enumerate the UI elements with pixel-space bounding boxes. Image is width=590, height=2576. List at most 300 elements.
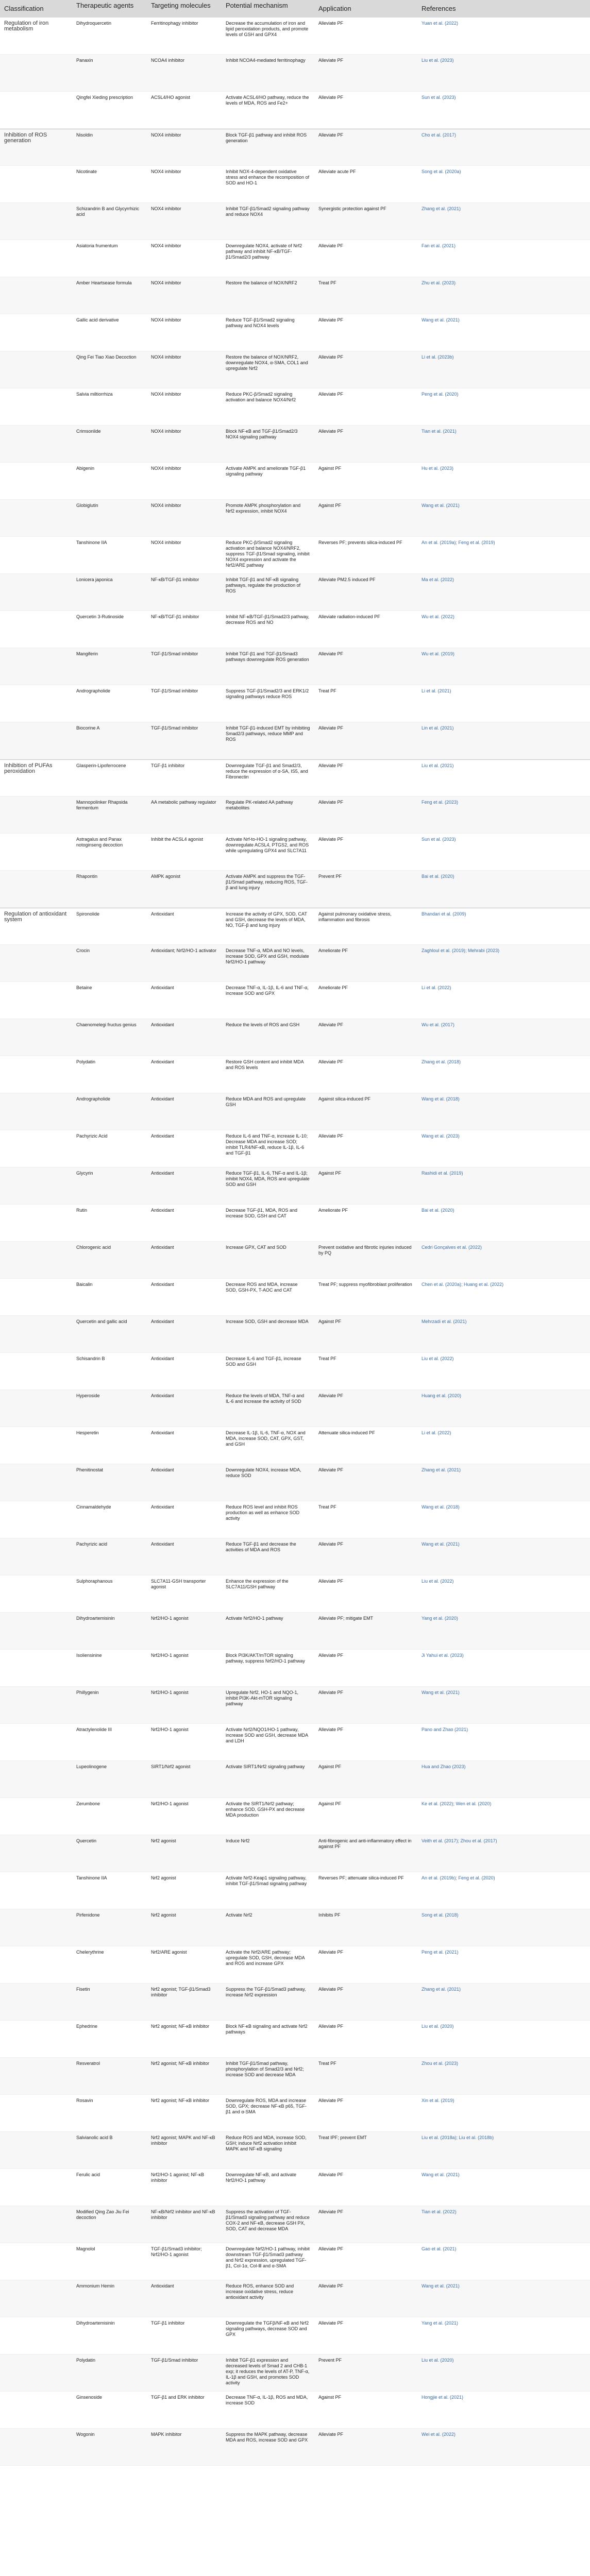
mechanism-cell: Increase GPX, CAT and SOD — [222, 1242, 314, 1279]
target-cell: Antioxidant — [147, 1427, 222, 1464]
application-cell: Alleviate PF — [314, 18, 417, 55]
reference-link[interactable]: Hu et al. (2023) — [417, 463, 590, 500]
reference-link[interactable]: An et al. (2019b); Feng et al. (2020) — [417, 1872, 590, 1909]
target-cell: Antioxidant — [147, 1279, 222, 1316]
agent-cell: Schizandrin B and Glycyrrhizic acid — [72, 203, 147, 240]
reference-link[interactable]: Bai et al. (2020) — [417, 871, 590, 908]
agent-cell: Abigenin — [72, 463, 147, 500]
agent-cell: Qingfei Xieding prescription — [72, 92, 147, 129]
agent-cell: Phillygenin — [72, 1687, 147, 1724]
application-cell: Inhibits PF — [314, 1909, 417, 1946]
target-cell: Antioxidant — [147, 1538, 222, 1575]
mechanism-cell: Suppress the activation of TGF-β1/Smad3 signaling pathway and reduce COX-2 and NF-κB, decrease GSH PX, SOD, CAT and decrease MDA — [222, 2206, 314, 2243]
classification-cell — [0, 92, 72, 129]
target-cell: NOX4 inhibitor — [147, 166, 222, 203]
application-cell: Alleviate PF — [314, 1056, 417, 1093]
classification-cell — [0, 500, 72, 537]
classification-cell — [0, 277, 72, 314]
target-cell: Antioxidant — [147, 1205, 222, 1242]
mechanism-cell: Activate SIRT1/Nrf2 signaling pathway — [222, 1761, 314, 1798]
reference-link[interactable]: Bhandari et al. (2009) — [417, 908, 590, 945]
target-cell: Antioxidant — [147, 1353, 222, 1390]
application-cell: Treat PF — [314, 685, 417, 722]
application-cell: Alleviate PF — [314, 1019, 417, 1056]
header-application: Application — [314, 0, 417, 18]
agent-cell: Nisoldin — [72, 129, 147, 166]
classification-cell — [0, 1427, 72, 1464]
reference-link[interactable]: Sun et al. (2023) — [417, 834, 590, 871]
reference-link[interactable]: Peng et al. (2021) — [417, 1946, 590, 1984]
mechanism-cell: Reduce TGF-β1, IL-6, TNF-α and IL-1β; inhibit NOX4, MDA, ROS and upregulate SOD and GSH — [222, 1167, 314, 1205]
classification-cell — [0, 1316, 72, 1353]
agent-cell: Rhapontin — [72, 871, 147, 908]
agent-cell: Crocin — [72, 945, 147, 982]
target-cell: TGF-β1 inhibitor — [147, 2317, 222, 2354]
reference-link[interactable]: Hongjie et al. (2021) — [417, 2392, 590, 2429]
application-cell: Alleviate PF — [314, 1130, 417, 1167]
reference-link[interactable]: Wu et al. (2022) — [417, 611, 590, 648]
agent-cell: Schisandrin B — [72, 1353, 147, 1390]
reference-link[interactable]: Zhang et al. (2018) — [417, 1056, 590, 1093]
target-cell: Nrf2 agonist — [147, 1835, 222, 1872]
reference-link[interactable]: Sun et al. (2023) — [417, 92, 590, 129]
classification-cell — [0, 2206, 72, 2243]
target-cell: Nrf2 agonist; NF-κB inhibitor — [147, 2058, 222, 2095]
agent-cell: Lupeolinogene — [72, 1761, 147, 1798]
mechanism-cell: Activate Nrf2 — [222, 1909, 314, 1946]
application-cell: Alleviate PF — [314, 1946, 417, 1984]
reference-link[interactable]: Wang et al. (2021) — [417, 314, 590, 351]
classification-cell — [0, 426, 72, 463]
target-cell: TGF-β1 and ERK inhibitor — [147, 2392, 222, 2429]
application-cell: Alleviate PF — [314, 1724, 417, 1761]
agent-cell: Crimsonlide — [72, 426, 147, 463]
mechanism-cell: Inhibit TGF-β1-induced EMT by inhibiting Smad2/3 pathways, reduce MMP and ROS — [222, 722, 314, 759]
reference-link[interactable]: Li et al. (2021) — [417, 685, 590, 722]
target-cell: NOX4 inhibitor — [147, 351, 222, 388]
mechanism-cell: Downregulate the TGFβ/NF-κB and Nrf2 signaling pathways, decrease SOD and GPX — [222, 2317, 314, 2354]
reference-link[interactable]: Wu et al. (2017) — [417, 1019, 590, 1056]
application-cell: Alleviate PF — [314, 1650, 417, 1687]
target-cell: Antioxidant; Nrf2/HO-1 activator — [147, 945, 222, 982]
mechanism-cell: Increase SOD, GSH and decrease MDA — [222, 1316, 314, 1353]
application-cell: Alleviate PF — [314, 388, 417, 426]
application-cell: Alleviate PF — [314, 426, 417, 463]
mechanism-cell: Activate Nrf-to-HO-1 signaling pathway, downregulate ACSL4, PTGS2, and ROS while upregulating GPX4 and SLC7A11 — [222, 834, 314, 871]
application-cell: Alleviate radiation-induced PF — [314, 611, 417, 648]
classification-cell — [0, 2095, 72, 2132]
application-cell: Against PF — [314, 500, 417, 537]
mechanism-cell: Suppress the MAPK pathway, decrease MDA and ROS, increase SOD and GPX — [222, 2429, 314, 2466]
mechanism-cell: Reduce IL-6 and TNF-α, increase IL-10; Decrease MDA and increase SOD; inhibit TLR4/NF-κB, reduce IL-1β, IL-6 and TGF-β1 — [222, 1130, 314, 1167]
mechanism-cell: Reduce ROS, enhance SOD and increase oxidative stress, reduce antioxidant activity — [222, 2280, 314, 2317]
agent-cell: Globiglutin — [72, 500, 147, 537]
application-cell: Reverses PF; attenuate silica-induced PF — [314, 1872, 417, 1909]
agent-cell: Dihydroartemisinin — [72, 1613, 147, 1650]
target-cell: NOX4 inhibitor — [147, 277, 222, 314]
agent-cell: Hyperoside — [72, 1390, 147, 1427]
mechanism-cell: Activate Nrf2/HO-1 pathway — [222, 1613, 314, 1650]
target-cell: NF-κB/Nrf2 inhibitor and NF-κB inhibitor — [147, 2206, 222, 2243]
reference-link[interactable]: Zaghloul et al. (2019); Mehrabi (2023) — [417, 945, 590, 982]
classification-cell — [0, 1167, 72, 1205]
reference-link[interactable]: Wang et al. (2021) — [417, 2169, 590, 2206]
agent-cell: Ferulic acid — [72, 2169, 147, 2206]
application-cell: Alleviate PF — [314, 92, 417, 129]
target-cell: AA metabolic pathway regulator — [147, 796, 222, 834]
reference-link[interactable]: Huang et al. (2020) — [417, 1390, 590, 1427]
classification-cell — [0, 2169, 72, 2206]
agent-cell: Andrographolide — [72, 685, 147, 722]
target-cell: TGF-β1/Smad inhibitor — [147, 2354, 222, 2392]
classification-cell — [0, 2243, 72, 2280]
reference-link[interactable]: Liu et al. (2018a); Liu et al. (2018b) — [417, 2132, 590, 2169]
reference-link[interactable]: Mehrzadi et al. (2021) — [417, 1316, 590, 1353]
target-cell: Inhibit the ACSL4 agonist — [147, 834, 222, 871]
mechanism-cell: Downregulate Nrf2/HO-1 pathway, inhibit downstream TGF-β1/Smad3 pathway and Nrf2 expression, upregulated TGF-β1, Col-1α, Col-Ⅲ and α-SMA — [222, 2243, 314, 2280]
reference-link[interactable]: Wang et al. (2018) — [417, 1093, 590, 1130]
agent-cell: Pachyrizic acid — [72, 1538, 147, 1575]
reference-link[interactable]: Ke et al. (2022); Wen et al. (2020) — [417, 1798, 590, 1835]
header-mechanism: Potential mechanism — [222, 0, 314, 18]
target-cell: NOX4 inhibitor — [147, 129, 222, 166]
reference-link[interactable]: Feng et al. (2023) — [417, 796, 590, 834]
classification-cell — [0, 1613, 72, 1650]
mechanism-cell: Inhibit NOX-4-dependent oxidative stress and enhance the recomposition of SOD and HO-1 — [222, 166, 314, 203]
classification-cell — [0, 2132, 72, 2169]
mechanism-cell: Activate ACSL4/HO pathway, reduce the levels of MDA, ROS and Fe2+ — [222, 92, 314, 129]
target-cell: Antioxidant — [147, 1464, 222, 1501]
application-cell: Alleviate PF — [314, 1538, 417, 1575]
application-cell: Ameliorate PF — [314, 1205, 417, 1242]
mechanism-cell: Increase the activity of GPX, SOD, CAT and GSH, decrease the levels of MDA, NO, TGF-β and lung injury — [222, 908, 314, 945]
application-cell: Alleviate PF — [314, 834, 417, 871]
agent-cell: Dihydroquercetin — [72, 18, 147, 55]
mechanism-cell: Suppress the TGF-β1/Smad3 pathway, increase Nrf2 expression — [222, 1984, 314, 2021]
agent-cell: Glasperin-Lipoferrocene — [72, 759, 147, 796]
reference-link[interactable]: Liu et al. (2020) — [417, 2354, 590, 2392]
classification-cell — [0, 611, 72, 648]
target-cell: NF-κB/TGF-β1 inhibitor — [147, 574, 222, 611]
target-cell: NOX4 inhibitor — [147, 240, 222, 277]
application-cell: Alleviate PF — [314, 1687, 417, 1724]
application-cell: Alleviate PF — [314, 796, 417, 834]
agent-cell: Spironolide — [72, 908, 147, 945]
application-cell: Treat PF — [314, 1353, 417, 1390]
reference-link[interactable]: Zhang et al. (2021) — [417, 1464, 590, 1501]
reference-link[interactable]: Wu et al. (2019) — [417, 648, 590, 685]
application-cell: Against PF — [314, 463, 417, 500]
agent-cell: Isoliensinine — [72, 1650, 147, 1687]
classification-cell — [0, 796, 72, 834]
mechanism-cell: Inhibit TGF-β1 expression and decreased levels of Smad 2 and CHB-1 exp; it reduces the levels of AT-P, TNF-α, IL-1β and GSH, and promotes SOD activity — [222, 2354, 314, 2392]
classification-cell — [0, 1835, 72, 1872]
target-cell: Antioxidant — [147, 1019, 222, 1056]
application-cell: Alleviate PF — [314, 2169, 417, 2206]
mechanism-cell: Reduce ROS level and inhibit ROS production as well as enhance SOD activity — [222, 1501, 314, 1538]
classification-cell — [0, 1946, 72, 1984]
reference-link[interactable]: Gao et al. (2021) — [417, 2243, 590, 2280]
mechanism-cell: Downregulate NOX4, activate of Nrf2 pathway and inhibit NF-κB/TGF-β1/Smad2/3 pathway — [222, 240, 314, 277]
application-cell: Against silica-induced PF — [314, 1093, 417, 1130]
agent-cell: Rutin — [72, 1205, 147, 1242]
reference-link[interactable]: Yang et al. (2020) — [417, 1613, 590, 1650]
reference-link[interactable]: Cedri Gonçalves et al. (2022) — [417, 1242, 590, 1279]
mechanism-cell: Reduce PKC-β/Smad2 signaling activation and balance NOX4/Nrf2 — [222, 388, 314, 426]
application-cell: Alleviate PF — [314, 722, 417, 759]
agent-cell: Betaine — [72, 982, 147, 1019]
classification-cell — [0, 685, 72, 722]
classification-cell — [0, 648, 72, 685]
target-cell: TGF-β1/Smad inhibitor — [147, 685, 222, 722]
application-cell: Ameliorate PF — [314, 945, 417, 982]
mechanism-cell: Reduce MDA and ROS and upregulate GSH — [222, 1093, 314, 1130]
agent-cell: Modified Qing Zao Jiu Fei decoction — [72, 2206, 147, 2243]
mechanism-cell: Block NF-κB signaling and activate Nrf2 pathways — [222, 2021, 314, 2058]
application-cell: Anti-fibrogenic and anti-inflammatory effect in against PF — [314, 1835, 417, 1872]
classification-cell — [0, 1984, 72, 2021]
reference-link[interactable]: Wang et al. (2021) — [417, 1687, 590, 1724]
classification-cell — [0, 2317, 72, 2354]
reference-link[interactable]: Ji Yahui et al. (2023) — [417, 1650, 590, 1687]
agent-cell: Salvia miltiorrhiza — [72, 388, 147, 426]
header-target: Targeting molecules — [147, 0, 222, 18]
mechanism-cell: Reduce PKC-β/Smad2 signaling activation and balance NOX4/NRF2, suppress TGF-β1/Smad signaling, inhibit NOX4 expression and activate the Nrf2/ARE pathway — [222, 537, 314, 574]
reference-link[interactable]: Li et al. (2023b) — [417, 351, 590, 388]
mechanism-cell: Decrease TNF-α, IL-1β, ROS and MDA, increase SOD — [222, 2392, 314, 2429]
classification-cell — [0, 2021, 72, 2058]
classification-cell — [0, 871, 72, 908]
agent-cell: Resveratrol — [72, 2058, 147, 2095]
application-cell: Treat PF; suppress myofibroblast proliferation — [314, 1279, 417, 1316]
reference-link[interactable]: Tian et al. (2021) — [417, 426, 590, 463]
reference-link[interactable]: Zhou et al. (2023) — [417, 2058, 590, 2095]
target-cell: Nrf2/HO-1 agonist — [147, 1724, 222, 1761]
classification-cell — [0, 166, 72, 203]
classification-cell — [0, 1279, 72, 1316]
mechanism-cell: Downregulate NF-κB, and activate Nrf2/HO-1 pathway — [222, 2169, 314, 2206]
reference-link[interactable]: Wang et al. (2018) — [417, 1501, 590, 1538]
reference-link[interactable]: Li et al. (2022) — [417, 1427, 590, 1464]
reference-link[interactable]: Cho et al. (2017) — [417, 129, 590, 166]
mechanism-cell: Activate Nrf2/NQO1/HO-1 pathway, increase SOD and GSH, decrease MDA and LDH — [222, 1724, 314, 1761]
mechanism-cell: Downregulate TGF-β1 and Smad2/3, reduce the expression of α-SA, IS5, and Fibronectin — [222, 759, 314, 796]
classification-cell — [0, 982, 72, 1019]
classification-cell — [0, 1687, 72, 1724]
agent-cell: Andrographolide — [72, 1093, 147, 1130]
target-cell: Antioxidant — [147, 1056, 222, 1093]
target-cell: TGF-β1/Smad inhibitor — [147, 722, 222, 759]
classification-cell: Regulation of iron metabolism — [0, 18, 72, 55]
reference-link[interactable]: Wei et al. (2022) — [417, 2429, 590, 2466]
classification-cell — [0, 2392, 72, 2429]
reference-link[interactable]: Veith et al. (2017); Zhou et al. (2017) — [417, 1835, 590, 1872]
reference-link[interactable]: Xin et al. (2019) — [417, 2095, 590, 2132]
reference-link[interactable]: Ma et al. (2022) — [417, 574, 590, 611]
application-cell: Ameliorate PF — [314, 982, 417, 1019]
classification-cell — [0, 2280, 72, 2317]
mechanism-cell: Decrease TNF-α, MDA and NO levels, increase SOD, GPX and GSH, modulate Nrf2/HO-1 pathway — [222, 945, 314, 982]
classification-cell — [0, 240, 72, 277]
target-cell: Antioxidant — [147, 1093, 222, 1130]
agent-cell: Panaxin — [72, 55, 147, 92]
target-cell: Nrf2/HO-1 agonist; NF-κB inhibitor — [147, 2169, 222, 2206]
application-cell: Alleviate PF — [314, 1575, 417, 1613]
target-cell: NOX4 inhibitor — [147, 314, 222, 351]
target-cell: ACSL4/HO agonist — [147, 92, 222, 129]
reference-link[interactable]: Zhang et al. (2021) — [417, 1984, 590, 2021]
target-cell: Antioxidant — [147, 1316, 222, 1353]
application-cell: Alleviate PF — [314, 2243, 417, 2280]
agent-cell: Polydatin — [72, 1056, 147, 1093]
reference-link[interactable]: Liu et al. (2023) — [417, 55, 590, 92]
mechanism-cell: Restore the balance of NOX/NRF2, downregulate NOX4, α-SMA, COL1 and upregulate Nrf2 — [222, 351, 314, 388]
table-body — [0, 18, 590, 2466]
reference-link[interactable]: Zhang et al. (2021) — [417, 203, 590, 240]
target-cell: Antioxidant — [147, 982, 222, 1019]
classification-cell — [0, 1390, 72, 1427]
target-cell: Antioxidant — [147, 1167, 222, 1205]
classification-cell — [0, 463, 72, 500]
target-cell: Nrf2/HO-1 agonist — [147, 1613, 222, 1650]
target-cell: Nrf2/HO-1 agonist — [147, 1687, 222, 1724]
agent-cell: Lonicera japonica — [72, 574, 147, 611]
reference-link[interactable]: Liu et al. (2022) — [417, 1575, 590, 1613]
mechanism-cell: Promote AMPK phosphorylation and Nrf2 expression, inhibit NOX4 — [222, 500, 314, 537]
classification-cell — [0, 1650, 72, 1687]
agent-cell: Fisetin — [72, 1984, 147, 2021]
classification-cell — [0, 574, 72, 611]
classification-cell — [0, 1872, 72, 1909]
classification-cell: Regulation of antioxidant system — [0, 908, 72, 945]
classification-cell — [0, 1538, 72, 1575]
target-cell: TGF-β1/Smad3 inhibitor; Nrf2/HO-1 agonist — [147, 2243, 222, 2280]
reference-link[interactable]: Liu et al. (2020) — [417, 2021, 590, 2058]
reference-link[interactable]: Li et al. (2022) — [417, 982, 590, 1019]
agent-cell: Quercetin 3-Rutinoside — [72, 611, 147, 648]
reference-link[interactable]: Fan et al. (2021) — [417, 240, 590, 277]
reference-link[interactable]: Liu et al. (2022) — [417, 1353, 590, 1390]
classification-cell — [0, 1724, 72, 1761]
mechanism-cell: Inhibit NCOA4-mediated ferritinophagy — [222, 55, 314, 92]
agent-cell: Polydatin — [72, 2354, 147, 2392]
agent-cell: Pirfenidone — [72, 1909, 147, 1946]
reference-link[interactable]: Yang et al. (2021) — [417, 2317, 590, 2354]
reference-link[interactable]: Peng et al. (2020) — [417, 388, 590, 426]
mechanism-cell: Enhance the expression of the SLC7A11/GSH pathway — [222, 1575, 314, 1613]
target-cell: SIRT1/Nrf2 agonist — [147, 1761, 222, 1798]
application-cell: Against PF — [314, 1761, 417, 1798]
reference-link[interactable]: Wang et al. (2021) — [417, 2280, 590, 2317]
agent-cell: Mannopolinker Rhapsida fermentum — [72, 796, 147, 834]
application-cell: Against PF — [314, 2392, 417, 2429]
agent-cell: Astragalus and Panax notoginseng decoction — [72, 834, 147, 871]
target-cell: NOX4 inhibitor — [147, 500, 222, 537]
agent-cell: Mangiferin — [72, 648, 147, 685]
agent-cell: Chaenomelegi fructus genius — [72, 1019, 147, 1056]
therapeutic-agents-table — [0, 0, 590, 18]
mechanism-cell: Induce Nrf2 — [222, 1835, 314, 1872]
mechanism-cell: Block NF-κB and TGF-β1/Smad2/3 NOX4 signaling pathway — [222, 426, 314, 463]
agent-cell: Zerumbone — [72, 1798, 147, 1835]
agent-cell: Quercetin — [72, 1835, 147, 1872]
reference-link[interactable]: Hua and Zhao (2023) — [417, 1761, 590, 1798]
mechanism-cell: Restore the balance of NOX/NRF2 — [222, 277, 314, 314]
target-cell: Antioxidant — [147, 908, 222, 945]
target-cell: SLC7A11-GSH transporter agonist — [147, 1575, 222, 1613]
application-cell: Alleviate PF — [314, 759, 417, 796]
application-cell: Against PF — [314, 1316, 417, 1353]
application-cell: Alleviate PF — [314, 2095, 417, 2132]
application-cell: Treat IPF; prevent EMT — [314, 2132, 417, 2169]
target-cell: Nrf2 agonist; NF-κB inhibitor — [147, 2095, 222, 2132]
mechanism-cell: Decrease TGF-β1, MDA, ROS and increase SOD, GSH and CAT — [222, 1205, 314, 1242]
target-cell: Nrf2/ARE agonist — [147, 1946, 222, 1984]
target-cell: Ferritinophagy inhibitor — [147, 18, 222, 55]
application-cell: Prevent PF — [314, 871, 417, 908]
reference-link[interactable]: Wang et al. (2021) — [417, 500, 590, 537]
classification-cell — [0, 55, 72, 92]
reference-link[interactable]: Wang et al. (2021) — [417, 1538, 590, 1575]
reference-link[interactable]: An et al. (2019a); Feng et al. (2019) — [417, 537, 590, 574]
reference-link[interactable]: Rashidi et al. (2019) — [417, 1167, 590, 1205]
reference-link[interactable]: Song et al. (2020a) — [417, 166, 590, 203]
classification-cell — [0, 203, 72, 240]
reference-link[interactable]: Yuan et al. (2022) — [417, 18, 590, 55]
header-agent: Therapeutic agents — [72, 0, 147, 18]
reference-link[interactable]: Pano and Zhao (2021) — [417, 1724, 590, 1761]
reference-link[interactable]: Zhu et al. (2023) — [417, 277, 590, 314]
classification-cell — [0, 2354, 72, 2392]
mechanism-cell: Reduce TGF-β1 and decrease the activities of MDA and ROS — [222, 1538, 314, 1575]
reference-link[interactable]: Bai et al. (2020) — [417, 1205, 590, 1242]
agent-cell: Rosavin — [72, 2095, 147, 2132]
classification-cell — [0, 1761, 72, 1798]
application-cell: Alleviate PF — [314, 129, 417, 166]
target-cell: TGF-β1/Smad inhibitor — [147, 648, 222, 685]
application-cell: Attenuate silica-induced PF — [314, 1427, 417, 1464]
reference-link[interactable]: Tian et al. (2022) — [417, 2206, 590, 2243]
target-cell: Antioxidant — [147, 1242, 222, 1279]
agent-cell: Hesperetin — [72, 1427, 147, 1464]
mechanism-cell: Inhibit TGF-β1/Smad2 signaling pathway and reduce NOX4 — [222, 203, 314, 240]
application-cell: Alleviate PF — [314, 1984, 417, 2021]
mechanism-cell: Regulate PK-related AA pathway metabolites — [222, 796, 314, 834]
classification-cell — [0, 1353, 72, 1390]
classification-cell — [0, 1501, 72, 1538]
target-cell: Nrf2 agonist; MAPK and NF-κB inhibitor — [147, 2132, 222, 2169]
application-cell: Alleviate PF — [314, 2280, 417, 2317]
reference-link[interactable]: Liu et al. (2021) — [417, 759, 590, 796]
reference-link[interactable]: Lin et al. (2021) — [417, 722, 590, 759]
target-cell: NOX4 inhibitor — [147, 463, 222, 500]
classification-cell — [0, 351, 72, 388]
mechanism-cell: Activate AMPK and suppress the TGF-β1/Smad pathway, reducing ROS, TGF-β and lung injury — [222, 871, 314, 908]
mechanism-cell: Downregulate ROS, MDA and increase SOD, GPX; decrease NF-κB p65, TGF-β1 and α-SMA — [222, 2095, 314, 2132]
reference-link[interactable]: Chen et al. (2020a); Huang et al. (2022) — [417, 1279, 590, 1316]
reference-link[interactable]: Wang et al. (2023) — [417, 1130, 590, 1167]
agent-cell: Tanshinone IIA — [72, 1872, 147, 1909]
agent-cell: Tanshinone IIA — [72, 537, 147, 574]
agent-cell: Gallic acid derivative — [72, 314, 147, 351]
target-cell: NF-κB/TGF-β1 inhibitor — [147, 611, 222, 648]
target-cell: Nrf2 agonist; TGF-β1/Smad3 inhibitor — [147, 1984, 222, 2021]
classification-cell — [0, 945, 72, 982]
target-cell: NCOA4 inhibitor — [147, 55, 222, 92]
target-cell: MAPK inhibitor — [147, 2429, 222, 2466]
agent-cell: Ephedrine — [72, 2021, 147, 2058]
reference-link[interactable]: Song et al. (2018) — [417, 1909, 590, 1946]
